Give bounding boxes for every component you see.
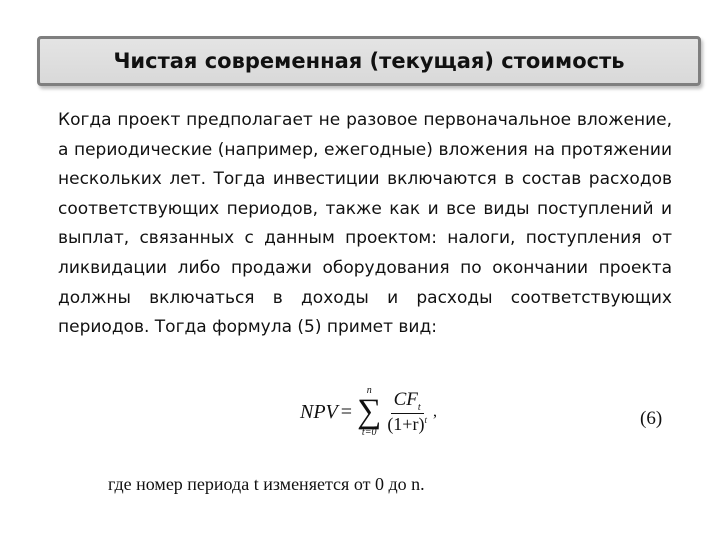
denominator-text: (1+r): [387, 413, 425, 434]
sigma-symbol: ∑: [357, 393, 382, 430]
summation: [357, 386, 381, 438]
body-paragraph: Когда проект предполагает не разовое первоначальное вложение, а периодические (например, ежегодные) вложения на протяжении нескольких лет. Тогда инвестиции включаются в состав расходов соответствующих периодов, также как и все виды поступлений и выплат, связанных с данным проектом: налоги, поступления от ликвидации либо продажи оборудования по окончании проекта должны включаться в доходы и расходы соответствующих периодов. Тогда формула (5) примет вид:: [58, 110, 672, 338]
sum-lower-limit: t=0: [361, 427, 377, 438]
numerator-text: CF: [393, 389, 418, 411]
sum-upper-limit: n: [366, 385, 372, 396]
numerator-subscript: t: [417, 401, 421, 413]
title-banner: [37, 36, 701, 86]
fraction-numerator: [391, 389, 424, 414]
formula-equals: =: [340, 400, 353, 423]
equation-number: (6): [640, 408, 663, 429]
fraction: [385, 389, 429, 435]
fraction-denominator: [385, 414, 429, 435]
npv-formula: [300, 386, 437, 438]
formula-lhs: NPV: [300, 400, 338, 423]
formula-caption: где номер периода t изменяется от 0 до n.: [108, 474, 425, 494]
slide-title: Чистая современная (текущая) стоимость: [113, 49, 625, 73]
formula-comma: ,: [432, 403, 437, 420]
denominator-exponent: t: [424, 414, 427, 425]
